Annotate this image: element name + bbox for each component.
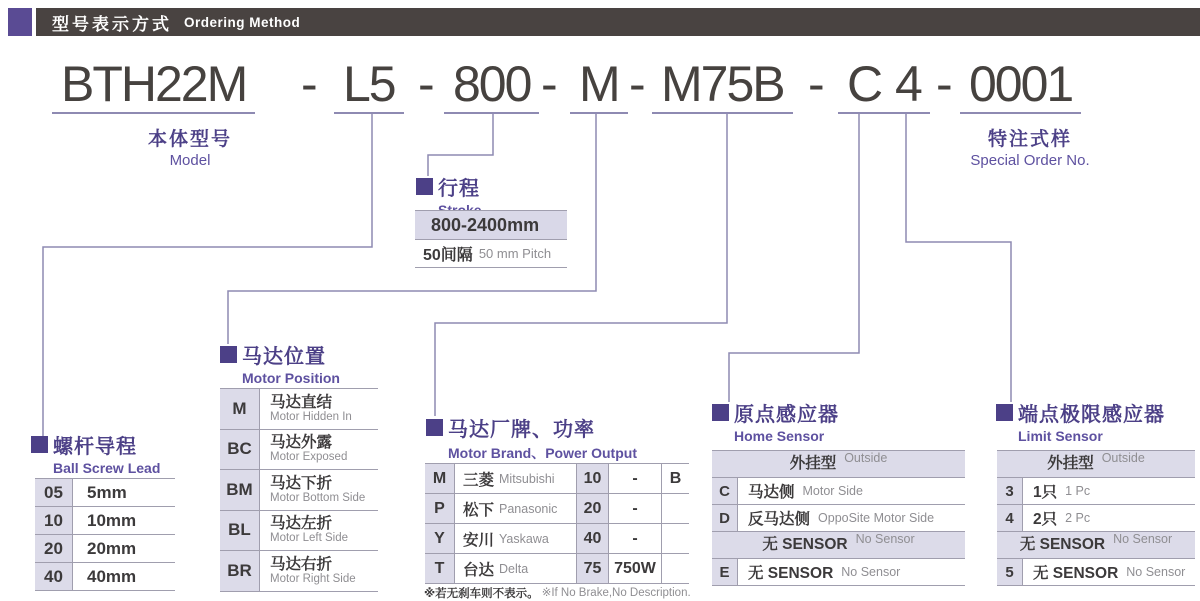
stroke-range-value: 800-2400mm [431,214,540,235]
code-cell: P [425,494,455,523]
brake-cell [662,524,689,553]
page-title-en: Ordering Method [184,14,301,30]
model-segment-motor: M75B [652,56,793,114]
motor-position-table [220,388,378,592]
model-segment-limit-sensor: 4 [886,56,930,114]
table-row [425,494,689,524]
description-cell: 20mm [87,538,137,558]
special-order-label [925,124,1135,169]
brand-zh: 三菱 [463,471,495,489]
model-separator: - [418,56,433,112]
description-cell [738,505,934,531]
model-separator: - [629,56,644,112]
desc-zh: 马达侧 [748,484,795,501]
power-value-cell: - [609,494,662,523]
model-separator: - [541,56,556,112]
header-en: Outside [844,451,888,465]
section-title-zh: 马达位置 [242,346,326,368]
desc-en: Motor Side [802,484,863,498]
desc-zh: 无 SENSOR [1033,565,1119,582]
section-bullet-icon [426,419,443,436]
header-en: Outside [1101,451,1145,465]
table-row [712,559,965,586]
desc-zh: 2只 [1033,511,1058,528]
power-code-cell: 75 [577,554,609,583]
section-ball-screw-lead [31,430,160,476]
power-code-cell: 20 [577,494,609,523]
desc-zh: 马达直结 [270,393,333,411]
table-row [220,470,378,511]
code-cell: BR [220,551,260,591]
description-cell: 5mm [87,482,127,502]
stroke-pitch-zh: 50间隔 [423,247,473,264]
footnote-zh: ※若无刹车则不表示。 [424,588,539,600]
brand-cell [455,464,577,493]
section-bullet-icon [996,404,1013,421]
stroke-pitch [415,240,567,268]
model-segment-stroke: 800 [444,56,539,114]
model-segment-body: BTH22M [52,56,255,114]
desc-en: Motor Bottom Side [270,491,366,504]
page-title-zh: 型号表示方式 [52,14,172,34]
section-motor-brand [426,413,637,463]
power-value-cell: 750W [609,554,662,583]
code-cell: E [712,559,738,585]
code-cell: 05 [35,479,73,506]
code-cell: 10 [35,507,73,534]
code-cell: D [712,505,738,531]
stroke-range [415,210,567,240]
description-cell [260,389,352,429]
code-cell: T [425,554,455,583]
table-row [425,464,689,494]
brand-zh: 安川 [463,531,495,549]
description-cell [738,478,863,504]
desc-zh: 马达左折 [270,515,333,533]
brand-zh: 台达 [463,561,495,579]
desc-en: Motor Hidden In [270,410,352,423]
model-segment-lead: L5 [334,56,404,114]
code-cell: M [220,389,260,429]
desc-zh: 马达外露 [270,434,333,452]
table-row [712,505,965,532]
table-row [997,478,1195,505]
model-separator: - [936,56,951,112]
brand-en: Mitsubishi [499,471,555,486]
special-order-label-en: Special Order No. [970,152,1090,169]
model-separator: - [808,56,823,112]
description-cell: 40mm [87,566,137,586]
section-home-sensor [712,398,839,444]
brand-cell [455,494,577,523]
page-header [36,8,1200,36]
table-row [425,554,689,584]
power-value-cell: - [609,524,662,553]
stroke-pitch-en: 50 mm Pitch [478,246,552,261]
code-cell: M [425,464,455,493]
ball-screw-lead-table [35,478,175,591]
brand-cell [455,554,577,583]
model-label-zh: 本体型号 [147,129,232,150]
table-row [220,389,378,430]
power-code-cell: 10 [577,464,609,493]
table-row [35,535,175,563]
brake-cell: B [669,469,682,487]
code-cell: 4 [997,505,1023,531]
header-accent-icon [8,8,32,36]
model-segment-home-sensor: C [838,56,890,114]
description-cell [260,551,356,591]
description-cell [1023,478,1090,504]
desc-en: 1 Pc [1065,484,1091,498]
code-cell: 40 [35,563,73,590]
code-cell: 5 [997,559,1023,585]
section-title-en: Home Sensor [734,428,825,444]
brand-cell [455,524,577,553]
table-header-row [712,451,965,478]
power-value-cell: - [609,464,662,493]
connector-stroke [428,114,493,176]
description-cell [1023,505,1090,531]
home-sensor-table [712,450,965,586]
table-row [220,551,378,592]
special-order-label-zh: 特注式样 [987,129,1072,150]
connector-home-sensor [729,114,859,402]
model-segment-position: M [570,56,628,114]
desc-en: OppoSite Motor Side [818,511,935,525]
description-cell [260,470,365,510]
section-bullet-icon [416,178,433,195]
header-en: No Sensor [1113,532,1173,546]
brake-cell [662,554,689,583]
section-limit-sensor [996,398,1165,444]
footnote-en: ※If No Brake,No Description. [541,587,691,599]
power-code-cell: 40 [577,524,609,553]
brand-zh: 松下 [463,501,495,519]
section-title-zh: 螺杆导程 [53,436,137,458]
section-title-en: Ball Screw Lead [53,460,161,476]
section-title-en: Motor Position [242,370,340,386]
table-row [997,559,1195,586]
motor-brand-footnote [424,585,691,601]
description-cell: 10mm [87,510,137,530]
model-label [85,124,295,169]
desc-en: 2 Pc [1065,511,1091,525]
table-row [35,507,175,535]
brake-cell [662,494,689,523]
model-label-en: Model [169,152,211,169]
table-row [35,479,175,507]
model-segment-special: 0001 [960,56,1081,114]
code-cell: BM [220,470,260,510]
motor-brand-table [425,463,689,584]
limit-sensor-table [997,450,1195,586]
section-title-en: Limit Sensor [1018,428,1103,444]
desc-zh: 马达下折 [270,474,333,492]
code-cell: C [712,478,738,504]
section-motor-position [220,340,340,386]
desc-zh: 马达右折 [270,555,333,573]
description-cell [1023,559,1185,585]
header-en: No Sensor [855,532,915,546]
table-row [220,430,378,471]
table-header-row [712,532,965,559]
desc-en: No Sensor [841,565,901,579]
code-cell: BL [220,511,260,551]
desc-zh: 反马达侧 [748,511,811,528]
section-bullet-icon [31,436,48,453]
desc-zh: 无 SENSOR [748,565,834,582]
section-title-zh: 端点极限感应器 [1018,404,1165,426]
table-row [997,505,1195,532]
table-row [712,478,965,505]
code-cell: Y [425,524,455,553]
section-bullet-icon [712,404,729,421]
desc-en: Motor Left Side [270,532,348,545]
description-cell [260,511,348,551]
section-title-en: Motor Brand、Power Output [448,445,637,461]
table-row [35,563,175,591]
brand-en: Delta [499,561,529,576]
section-title-zh: 原点感应器 [734,404,839,426]
table-header-row [997,451,1195,478]
description-cell [260,430,347,470]
brand-en: Yaskawa [499,531,549,546]
table-row [220,511,378,552]
section-title-zh: 行程 [438,178,480,200]
code-cell: 20 [35,535,73,562]
table-header-row [997,532,1195,559]
model-separator: - [301,56,316,112]
description-cell [738,559,900,585]
header-zh: 无 SENSOR [1019,536,1106,553]
header-zh: 外挂型 [1047,455,1094,472]
section-bullet-icon [220,346,237,363]
brand-en: Panasonic [499,501,558,516]
code-cell: 3 [997,478,1023,504]
code-cell: BC [220,430,260,470]
table-row [425,524,689,554]
header-zh: 无 SENSOR [762,536,848,553]
desc-zh: 1只 [1033,484,1058,501]
section-title-zh: 马达厂牌、功率 [448,419,595,441]
header-zh: 外挂型 [789,455,837,472]
desc-en: Motor Right Side [270,572,356,585]
desc-en: Motor Exposed [270,451,348,464]
desc-en: No Sensor [1126,565,1186,579]
